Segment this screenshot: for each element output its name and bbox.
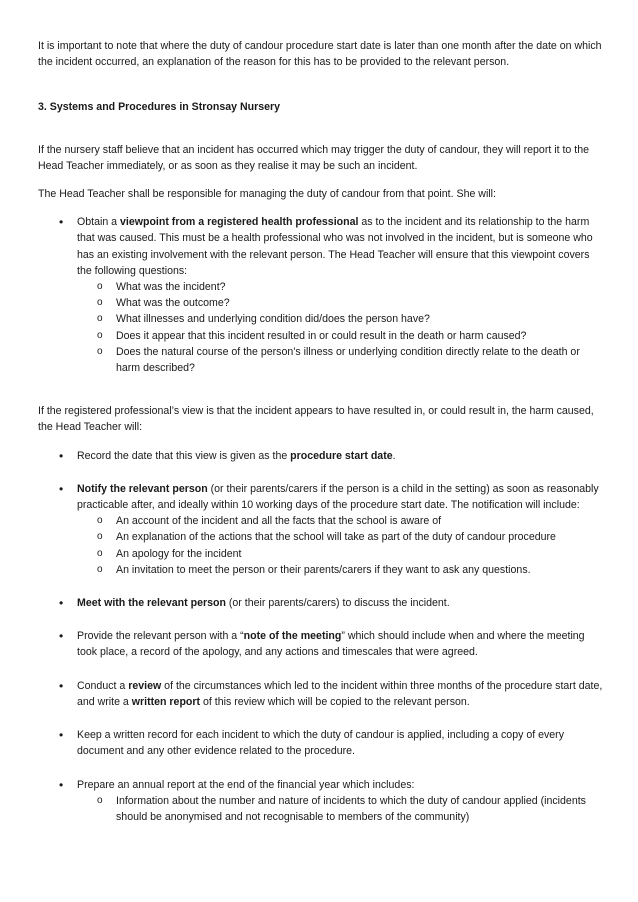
list-item-review (38, 678, 604, 710)
section-paragraph-2: The Head Teacher shall be responsible for managing the duty of candour from that point. She will: (38, 188, 496, 201)
list-item-record-date (38, 448, 604, 464)
bullet-text-post: as to the incident and its relationship to the harm that was caused. This must be a health professional who was not involved in the incident, but is someone who has an existing involvement with the relevant person. The Head Teacher will ensure that this viewpoint covers the following questions: (77, 216, 593, 277)
bullet-text-bold: Meet with the relevant person (77, 597, 226, 610)
bullet-text-bold: note of the meeting (243, 630, 342, 643)
sub-list-item: o What was the incident? (77, 279, 604, 295)
bullet-text-post: of this review which will be copied to the relevant person. (200, 695, 470, 708)
bullet-text-post: . (392, 449, 396, 462)
sub-list-item: o Does it appear that this incident resulted in or could result in the death or harm caused? (77, 328, 604, 344)
report-sublist (77, 793, 604, 825)
bullet-text: Keep a written record for each incident to which the duty of candour is applied, including a copy of every document and any other evidence related to the procedure. (77, 729, 565, 758)
action-list (38, 448, 604, 825)
bullet-text-bold: viewpoint from a registered health professional (120, 216, 359, 229)
sub-list-item: o An invitation to meet the person or their parents/carers if they want to ask any questions. (77, 562, 604, 578)
bullet-text: Prepare an annual report at the end of the financial year which includes: (77, 778, 415, 791)
intro-paragraph: It is important to note that where the duty of candour procedure start date is later than one month after the date on which the incident occurred, an explanation of the reason for this has to be provided to the relevant person. (38, 40, 602, 69)
list-item-note (38, 628, 604, 660)
list-item-viewpoint (38, 214, 604, 376)
responsibility-list (38, 214, 604, 376)
section-paragraph-1: If the nursery staff believe that an incident has occurred which may trigger the duty of candour, they will report it to the Head Teacher immediately, or as soon as they realise it may be such an incident. (38, 143, 589, 172)
notification-sublist (77, 513, 604, 578)
sub-list-item: o An apology for the incident (77, 546, 604, 562)
bullet-text-pre: Obtain a (77, 216, 120, 229)
list-item-meet (38, 595, 604, 611)
bullet-text-pre: Provide the relevant person with a “ (77, 630, 244, 643)
bullet-text-mid: of the circumstances which led to the incident within three months of the procedure start date, and write a (77, 679, 603, 708)
sub-list-item: o Information about the number and nature of incidents to which the duty of candour applied (incidents should be anonymised and not recognisable to members of the community) (77, 793, 604, 825)
sub-list-item: o An explanation of the actions that the school will take as part of the duty of candour procedure (77, 529, 604, 545)
section-heading: 3. Systems and Procedures in Stronsay Nursery (38, 101, 280, 114)
sub-list-item: o What was the outcome? (77, 295, 604, 311)
bullet-text-bold: Notify the relevant person (77, 482, 208, 495)
bullet-text-post: (or their parents/carers) to discuss the incident. (225, 597, 450, 610)
list-item-record (38, 727, 604, 759)
sub-list-item: o What illnesses and underlying condition did/does the person have? (77, 311, 604, 327)
list-item-annual-report (38, 777, 604, 826)
document-page (38, 38, 604, 825)
list-item-notify (38, 481, 604, 578)
bullet-text-pre: Record the date that this view is given as the (77, 449, 291, 462)
sub-list-item: o Does the natural course of the person’s illness or underlying condition directly relate to the death or harm described? (77, 344, 604, 376)
section-paragraph-3: If the registered professional’s view is that the incident appears to have resulted in, or could result in, the harm caused, the Head Teacher will: (38, 405, 594, 434)
sub-list-item: o An account of the incident and all the facts that the school is aware of (77, 513, 604, 529)
bullet-text-bold: procedure start date (290, 449, 393, 462)
bullet-text-bold: review (128, 679, 162, 692)
bullet-text-pre: Conduct a (77, 679, 129, 692)
bullet-text-bold-2: written report (131, 695, 201, 708)
question-sublist (77, 279, 604, 376)
bullet-text-post: ” which should include when and where the meeting took place, a record of the apology, and any actions and timescales that were agreed. (77, 630, 585, 659)
bullet-text-post: (or their parents/carers if the person is a child in the setting) as soon as reasonably practicable after, and ideally within 10 working days of the procedure start date. The notification will include: (77, 482, 599, 512)
